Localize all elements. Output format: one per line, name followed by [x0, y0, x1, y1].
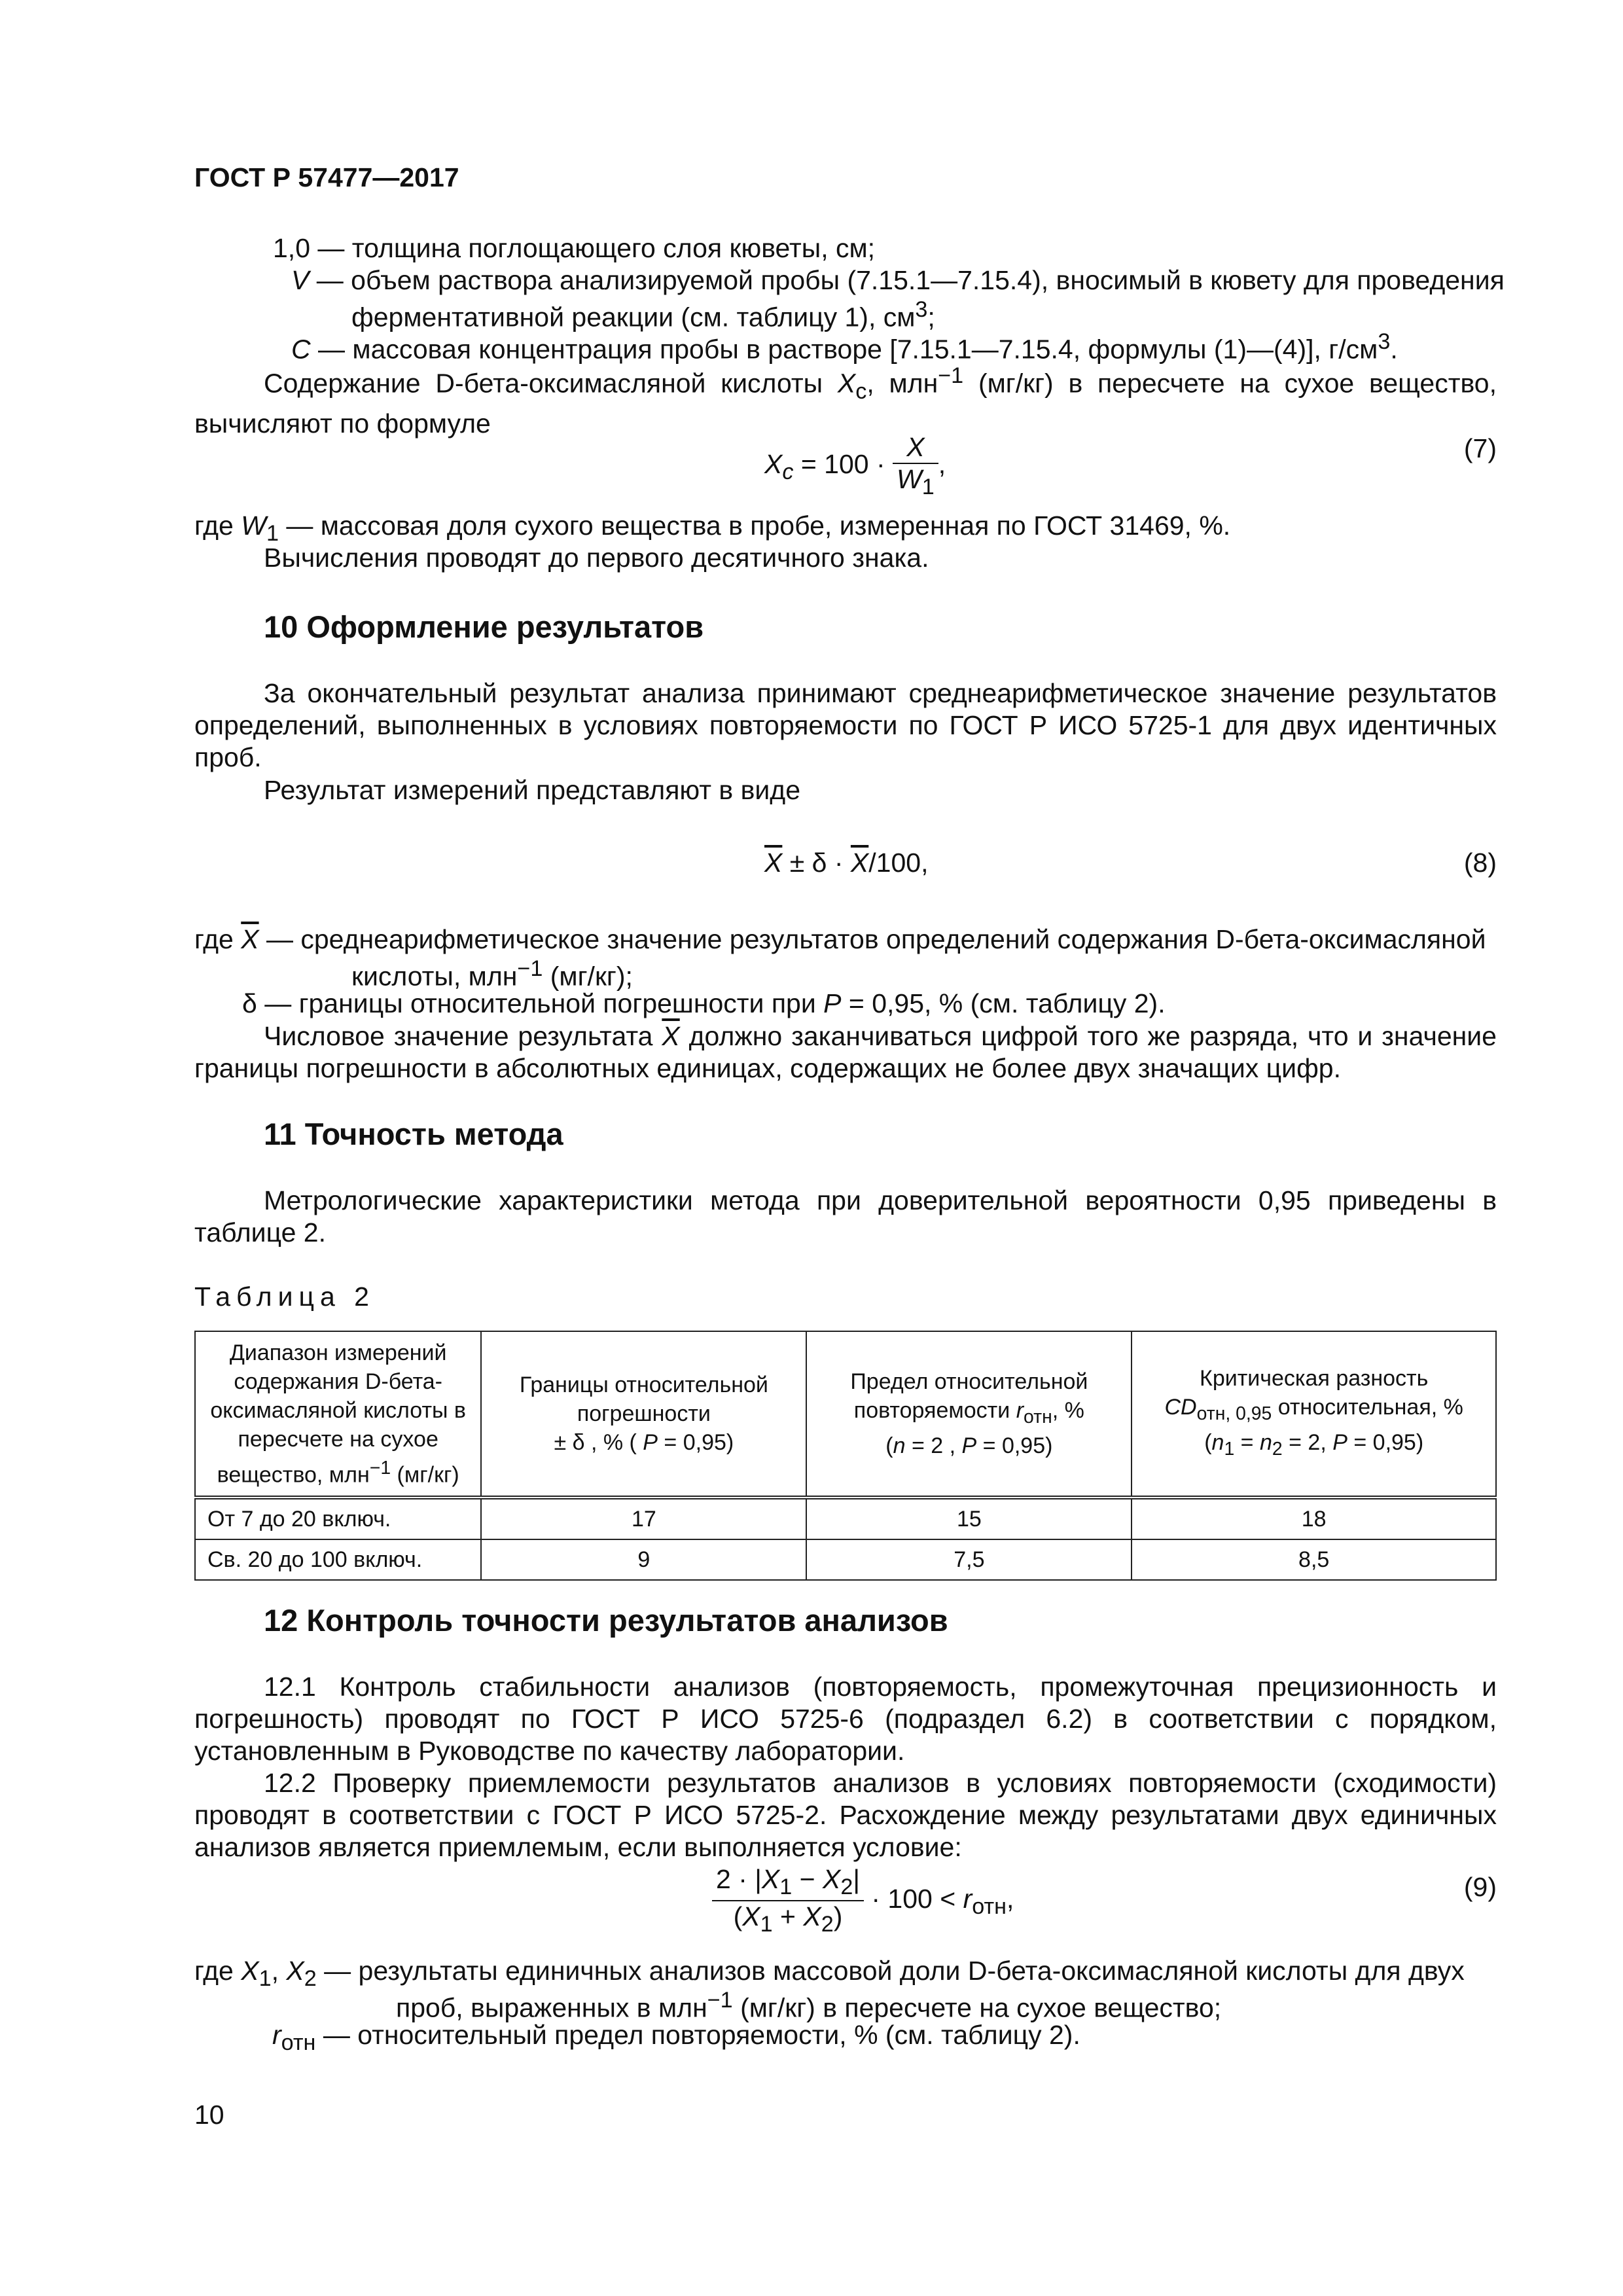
- symbol-x: X: [822, 1864, 841, 1894]
- definition-volume-cont-text: ферментативной реакции (см. таблицу 1), см: [351, 302, 916, 332]
- text: = 2 ,: [905, 1433, 962, 1459]
- symbol-r: r: [272, 2020, 281, 2050]
- punct: ,: [1007, 1884, 1014, 1914]
- table-cell: 8,5: [1132, 1539, 1496, 1580]
- section-10-p3: [194, 1020, 1497, 1085]
- text: (: [1204, 1430, 1212, 1456]
- symbol-n: n: [1259, 1430, 1272, 1456]
- text: — массовая доля сухого вещества в пробе, измеренная по ГОСТ 31469, %.: [278, 511, 1231, 541]
- text: кислоты, млн: [351, 961, 518, 992]
- sub-c: c: [855, 378, 867, 404]
- table-cell: 18: [1132, 1498, 1496, 1539]
- equation-number-9: (9): [1463, 1872, 1497, 1902]
- calc-note: Вычисления проводят до первого десятичного знака.: [264, 543, 929, 573]
- text: Границы относительной погрешности: [519, 1372, 768, 1427]
- symbol-x: X: [286, 1956, 304, 1986]
- table-row: [195, 1498, 1496, 1539]
- text: ± δ ·: [782, 848, 851, 878]
- formula-7: [764, 432, 946, 500]
- text: Содержание D-бета-оксимасляной кислоты: [264, 368, 838, 399]
- text: /100,: [868, 848, 929, 878]
- text: = 0,95): [1347, 1430, 1424, 1456]
- where-delta: [242, 988, 1166, 1019]
- definition-concentration-text: — массовая концентрация пробы в растворе [7.15.1—7.15.4, формулы (1)—(4)], г/см: [310, 334, 1378, 365]
- denominator: [893, 464, 938, 500]
- text: должно заканчиваться цифрой того же разряда, что и значение границы погрешности в абсолютных единицах, содержащих не более двух значащих цифр.: [194, 1021, 1497, 1083]
- text: · 100 <: [864, 1884, 963, 1914]
- content-paragraph: [194, 360, 1497, 440]
- document-header: ГОСТ Р 57477—2017: [194, 162, 459, 192]
- symbol-x-bar: $\overline{X}$: [764, 848, 783, 878]
- section-12-p1: 12.1 Контроль стабильности анализов (повторяемость, промежуточная прецизионность и погрешность) проводят по ГОСТ Р ИСО 5725-6 (подраздел 6.2) в соответствии с порядком, установленным в Руководстве по качеству лаборатории.: [194, 1672, 1497, 1766]
- sub-otn-095: отн, 0,95: [1196, 1403, 1272, 1425]
- text: — относительный предел повторяемости, % (см. таблицу 2).: [315, 2020, 1080, 2050]
- sub-2: 2: [840, 1874, 853, 1900]
- text: = 0,95, % (см. таблицу 2).: [841, 988, 1166, 1018]
- sub-1: 1: [259, 1966, 272, 1992]
- where-x-bar-cont: [351, 956, 633, 992]
- equation-number-8: (8): [1463, 848, 1497, 878]
- table-cell: Св. 20 до 100 включ.: [195, 1539, 481, 1580]
- table-cell: 15: [806, 1498, 1132, 1539]
- section-10-p2: Результат измерений представляют в виде: [264, 775, 800, 805]
- symbol-x: X: [761, 1864, 780, 1894]
- symbol-p: P: [823, 988, 842, 1018]
- where-x1-x2: [194, 1956, 1465, 1992]
- sub-2: 2: [1272, 1438, 1283, 1460]
- symbol-p: P: [961, 1433, 977, 1459]
- text: = 2,: [1282, 1430, 1333, 1456]
- text: — результаты единичных анализов массовой доли D-бета-оксимасляной кислоты для двух: [316, 1956, 1465, 1986]
- text: =: [1234, 1430, 1260, 1456]
- symbol-r: r: [963, 1884, 972, 1914]
- symbol-n: n: [893, 1433, 906, 1459]
- denominator: [712, 1901, 864, 1937]
- column-header-error-bounds: [481, 1331, 806, 1498]
- text: , %: [1052, 1398, 1084, 1424]
- sub-1: 1: [266, 521, 279, 547]
- text: −: [792, 1864, 823, 1894]
- text: Числовое значение результата: [264, 1021, 662, 1051]
- symbol-w: W: [897, 464, 922, 494]
- sub-otn: отн: [281, 2030, 316, 2056]
- text: Критическая разность: [1200, 1366, 1429, 1391]
- section-12-p2: 12.2 Проверку приемлемости результатов анализов в условиях повторяемости (сходимости) проводят в соответствии с ГОСТ Р ИСО 5725-2. Расхождение между результатами двух единичных анализов является приемлемым, если выполняется условие:: [194, 1768, 1497, 1862]
- precision-table: [194, 1331, 1497, 1581]
- symbol-x-bar: $\overline{X}$: [241, 924, 259, 954]
- where-r-otn: [272, 2020, 1080, 2056]
- text: (: [733, 1901, 743, 1932]
- sub-1: 1: [760, 1912, 773, 1937]
- symbol-w: W: [241, 511, 266, 541]
- text: = 100 ·: [793, 448, 893, 479]
- sup-minus-one: −1: [517, 956, 543, 981]
- text: = 0,95): [657, 1430, 734, 1456]
- table-cell: 17: [481, 1498, 806, 1539]
- sup-minus-one: −1: [369, 1458, 391, 1479]
- text: проб, выраженных в млн: [396, 1992, 707, 2023]
- symbol-v: V: [291, 265, 310, 295]
- numerator: [712, 1864, 864, 1901]
- sub-1: 1: [921, 475, 935, 500]
- column-header-repeatability: [806, 1331, 1132, 1498]
- sub-c: c: [782, 459, 794, 485]
- symbol-x: X: [803, 1901, 821, 1932]
- text: δ — границы относительной погрешности при: [242, 988, 824, 1018]
- table-cell: От 7 до 20 включ.: [195, 1498, 481, 1539]
- symbol-p: P: [1332, 1430, 1347, 1456]
- definition-volume-cont: [351, 297, 935, 333]
- symbol-c: C: [291, 334, 311, 365]
- text: — среднеарифметическое значение результатов определений содержания D-бета-оксимасляной: [259, 924, 1486, 954]
- text: Диапазон измерений содержания D-бета-оксимасляной кислоты в пересчете на сухое вещество, млн: [210, 1340, 466, 1488]
- symbol-x-bar: $\overline{X}$: [662, 1021, 680, 1051]
- fraction: [712, 1864, 864, 1937]
- formula-8: [764, 848, 928, 878]
- sub-1: 1: [779, 1874, 793, 1900]
- text: |: [853, 1864, 860, 1894]
- page-number: 10: [194, 2100, 224, 2130]
- symbol-cd: CD: [1164, 1395, 1197, 1420]
- text: относительная, %: [1272, 1395, 1463, 1420]
- table-cell: 7,5: [806, 1539, 1132, 1580]
- sub-otn: отн: [972, 1894, 1007, 1920]
- table-header-row: [195, 1331, 1496, 1498]
- text: где: [194, 1956, 241, 1986]
- numerator: X: [893, 432, 938, 464]
- column-header-range: [195, 1331, 481, 1498]
- text: Предел относительной повторяемости: [850, 1369, 1088, 1424]
- symbol-x: X: [764, 448, 783, 479]
- punct: ;: [927, 302, 935, 332]
- where-w1: [194, 511, 1230, 547]
- text: ): [833, 1901, 843, 1932]
- equation-number-7: (7): [1463, 433, 1497, 463]
- sup-minus-one: −1: [938, 363, 964, 388]
- sub-2: 2: [821, 1912, 834, 1937]
- sup-minus-one: −1: [707, 1988, 733, 2013]
- text: (мг/кг): [391, 1462, 459, 1488]
- sup-3: 3: [915, 297, 928, 322]
- symbol-p: P: [643, 1430, 658, 1456]
- sup-3: 3: [1378, 329, 1391, 354]
- text: (мг/кг) в пересчете на сухое вещество, вычисляют по формуле: [194, 368, 1497, 439]
- symbol-x: X: [241, 1956, 259, 1986]
- text: (мг/кг) в пересчете на сухое вещество;: [732, 1992, 1222, 2023]
- symbol-r: r: [1016, 1398, 1024, 1424]
- symbol-x: X: [837, 368, 856, 399]
- section-10-p1: За окончательный результат анализа принимают среднеарифметическое значение результатов определений, выполненных в условиях повторяемости по ГОСТ Р ИСО 5725-1 для двух идентичных проб.: [194, 678, 1497, 772]
- fraction: [893, 432, 938, 500]
- definition-volume: [291, 265, 1505, 296]
- column-header-critical-difference: [1132, 1331, 1496, 1498]
- text: ± δ , % (: [554, 1430, 643, 1456]
- sub-2: 2: [304, 1966, 317, 1992]
- section-11-p1: Метрологические характеристики метода при доверительной вероятности 0,95 приведены в таблице 2.: [194, 1185, 1497, 1247]
- punct: ,: [938, 448, 946, 479]
- where-x1-x2-cont: [396, 1988, 1221, 2024]
- table-row: [195, 1539, 1496, 1580]
- formula-9: [712, 1864, 1014, 1937]
- punct: .: [1390, 334, 1398, 365]
- symbol-x-bar: $\overline{X}$: [850, 848, 869, 878]
- definition-volume-text: — объем раствора анализируемой пробы (7.15.1—7.15.4), вносимый в кювету для проведения: [309, 265, 1505, 295]
- table-cell: 9: [481, 1539, 806, 1580]
- symbol-x: X: [742, 1901, 760, 1932]
- sub-1: 1: [1224, 1438, 1235, 1460]
- sub-otn: отн: [1024, 1407, 1052, 1428]
- symbol-n: n: [1211, 1430, 1224, 1456]
- text: где: [194, 924, 241, 954]
- where-x-bar: [194, 924, 1486, 955]
- text: = 0,95): [976, 1433, 1053, 1459]
- text: где: [194, 511, 241, 541]
- section-11-title: 11 Точность метода: [264, 1117, 563, 1151]
- section-10-title: 10 Оформление результатов: [264, 609, 704, 644]
- table-caption: Таблица 2: [194, 1282, 375, 1312]
- text: 2 · |: [716, 1864, 762, 1894]
- text: , млн: [866, 368, 938, 399]
- text: (: [885, 1433, 893, 1459]
- text: ,: [271, 1956, 287, 1986]
- definition-thickness: 1,0 — толщина поглощающего слоя кюветы, см;: [273, 233, 876, 263]
- section-12-title: 12 Контроль точности результатов анализов: [264, 1603, 948, 1638]
- text: (мг/кг);: [543, 961, 633, 992]
- text: +: [772, 1901, 804, 1932]
